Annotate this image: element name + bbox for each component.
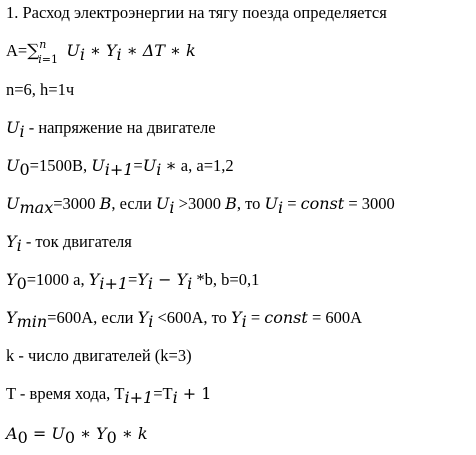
sum-index: i [38,53,42,66]
ynext-var: Y [88,270,100,289]
current-desc: - ток двигателя [21,232,132,251]
sum-operator [27,38,61,66]
result-y-var: Y [231,308,242,327]
ymin-value: =600А, если [47,308,138,327]
result-value: = 3000 [344,194,395,213]
a0-sub: 0 [17,428,28,447]
ymin-var: Y [6,308,17,327]
heading-line [6,3,472,23]
params-line [6,80,472,100]
result-y-eq: = [246,308,265,327]
ymin-sub: min [16,312,48,331]
a0-y-sub: 0 [106,428,117,447]
energy-formula-line [6,38,472,66]
result-y-sub: i [241,312,247,331]
y0-var: Y [6,270,17,289]
heading-text: 1. Расход электроэнергии на тягу поезда определяется [6,3,387,22]
params-text: n=6, h=1ч [6,80,75,99]
umax-unit: В [99,194,112,213]
umax-var: U [6,194,20,213]
result-y-value: = 600А [307,308,363,327]
cond-then: , то [236,194,265,213]
engines-text: k - число двигателей (k=3) [6,346,192,365]
const-word-y: const [264,308,308,327]
a0-u-sub: 0 [64,428,75,447]
formula-lhs: A= [6,41,28,60]
y0-sub: 0 [16,274,27,293]
unext-eq: = [133,156,143,175]
current-recurrence-line [6,270,472,293]
voltage-sub: i [19,122,25,141]
cond-y-sub: i [148,312,154,331]
voltage-recurrence-line [6,156,472,179]
unext-sub: i+1 [104,160,134,179]
current-sub: i [16,236,22,255]
voltage-definition-line [6,118,472,141]
current-definition-line [6,232,472,255]
y0-value: =1000 a, [26,270,89,289]
umax-value: =3000 [53,194,100,213]
a0-mul1: ∗ [75,424,97,443]
formula-term-u: U [61,41,80,60]
voltage-desc: - напряжение на двигателе [24,118,216,137]
formula-term-rest: ∗ ΔT ∗ k [121,41,196,60]
const-word: const [300,194,345,213]
unext-var: U [91,156,105,175]
engines-line [6,346,472,366]
yi-minus: − Y [153,270,188,289]
cond-u-var: U [155,194,170,213]
cond-u-sub: i [169,198,175,217]
time-i-sub: i [172,388,178,407]
umax-sub: max [19,198,54,217]
a0-mul2: ∗ [116,424,138,443]
cond-y-threshold: <600А, то [153,308,232,327]
current-var: Y [6,232,17,251]
time-eq: =T [153,384,173,403]
result-u-sub: i [277,198,284,217]
formula-sub-y: i [116,45,122,64]
formula-sub-u: i [79,45,85,64]
sum-lower-limit [38,50,58,70]
umax-if: , если [111,194,156,213]
current-min-line [6,308,472,331]
u0-var: U [6,156,20,175]
a0-eq: = [27,424,52,443]
current-factor: *b, b=0,1 [192,270,260,289]
yi-var: Y [137,270,148,289]
initial-energy-line [6,424,472,447]
u0-sub: 0 [19,160,30,179]
voltage-factor: ∗ a, a=1,2 [161,156,234,175]
time-line [6,384,472,407]
cond-y-var: Y [137,308,149,327]
yi-sub: i [147,274,154,293]
sum-index-start: =1 [41,53,58,66]
a0-y-var: Y [96,424,107,443]
time-next-sub: i+1 [124,388,154,407]
yi2-sub: i [187,274,193,293]
u0-value: =1500В, [29,156,92,175]
result-u-var: U [264,194,278,213]
cond-unit: В [225,194,237,213]
time-text: T - время хода, T [6,384,125,403]
ynext-sub: i+1 [99,274,129,293]
cond-threshold: >3000 [174,194,226,213]
time-increment: + 1 [177,384,212,403]
sum-upper-limit: n [39,38,47,51]
ui-var: U [142,156,157,175]
ynext-eq: = [128,270,138,289]
a0-var: A [6,424,18,443]
a0-u-var: U [51,424,65,443]
voltage-max-line [6,194,472,217]
ui-sub: i [156,160,162,179]
sum-sign: ∑ [27,41,40,61]
voltage-var: U [6,118,20,137]
formula-term-y: ∗ Y [84,41,117,60]
a0-k-var: k [137,424,148,443]
result-eq: = [283,194,301,213]
